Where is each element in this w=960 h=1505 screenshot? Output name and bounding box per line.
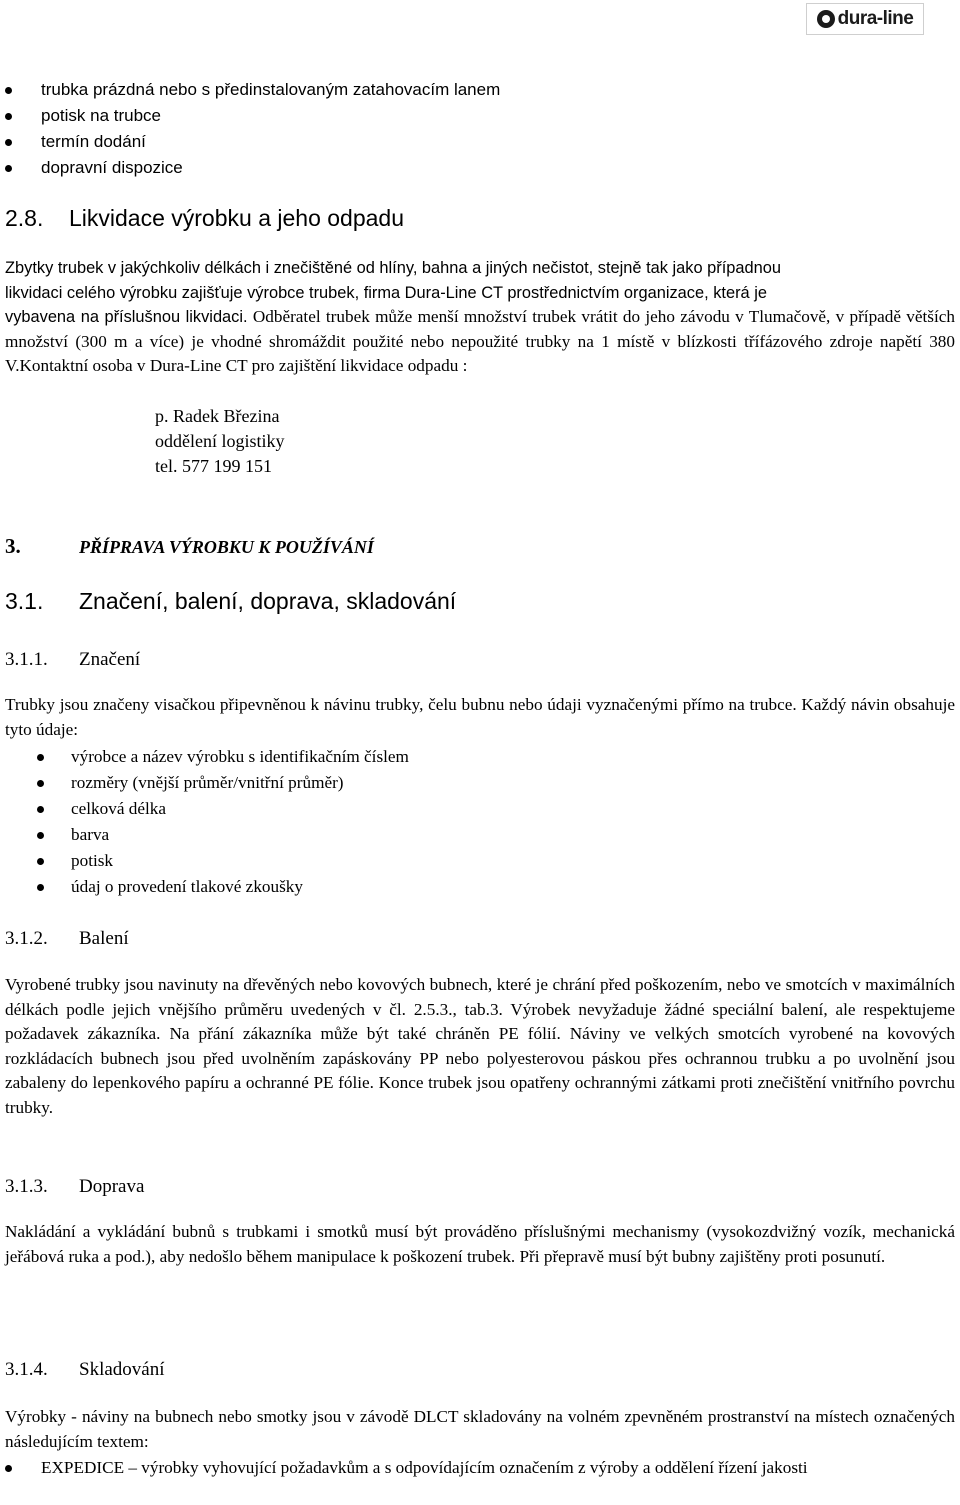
section-title: Skladování bbox=[79, 1359, 165, 1380]
list-item: EXPEDICE – výrobky vyhovující požadavkům a s odpovídajícím označením z výroby a oddělení řízení jakosti bbox=[41, 1458, 808, 1477]
section-2-8-paragraph-cont bbox=[5, 305, 955, 379]
section-title: Značení bbox=[79, 649, 141, 670]
section-3-1-2-paragraph: Vyrobené trubky jsou navinuty na dřevěných nebo kovových bubnech, které je chrání před poškozením, nebo ve smotcích v maximálních délkách podle jejich vnějšího průměru uvedených v čl. 2.5.3., tab.3. Výrobek nevyžaduje žádné speciální balení, ale respektujeme požadavek zákazníka. Na přání zákazníka může být také chráněn PE fólií. Náviny ve velkých smotcích vyrobené na kovových rozkládacích bubnech jsou před uvolněním zapáskovány PP nebo polyesterovou páskou přes ochrannou trubku a po uvolnění jsou zabaleny do lepenkového papíru a ochranné PE fólie. Konce trubek jsou opatřeny ochrannými zátkami proti znečištění vnitřního povrchu trubky. bbox=[5, 975, 955, 1117]
list-item: rozměry (vnější průměr/vnitřní průměr) bbox=[35, 770, 409, 796]
section-title: Likvidace výrobku a jeho odpadu bbox=[69, 205, 405, 231]
section-3-1-4-paragraph: Výrobky - náviny na bubnech nebo smotky jsou v závodě DLCT skladovány na volném zpevněném prostranství na místech označených následujícím textem: bbox=[5, 1407, 955, 1451]
list-item: dopravní dispozice bbox=[5, 155, 500, 181]
marking-bullet-list bbox=[35, 744, 409, 900]
paragraph-line: vybavena na příslušnou likvidaci. bbox=[5, 308, 248, 326]
section-number: 3.1.4. bbox=[5, 1359, 48, 1380]
list-item: potisk bbox=[35, 848, 409, 874]
list-item: potisk na trubce bbox=[5, 103, 500, 129]
section-title: Značení, balení, doprava, skladování bbox=[79, 588, 457, 614]
section-3-1-3-paragraph: Nakládání a vykládání bubnů s trubkami i smotků musí být prováděno příslušnými mechanismy (vysokozdvižný vozík, mechanická jeřábová ruka a pod.), aby nedošlo během manipulace k poškození trubek. Při přepravě musí být bubny zajištěny proti posunutí. bbox=[5, 1222, 955, 1266]
paragraph-line: likvidaci celého výrobku zajišťuje výrobce trubek, firma Dura-Line CT prostřednictvím organizace, která je bbox=[5, 283, 767, 302]
contact-phone: tel. 577 199 151 bbox=[155, 456, 272, 476]
list-item: termín dodání bbox=[5, 129, 500, 155]
paragraph-text: Odběratel trubek může menší množství trubek vrátit do jeho závodu v Tlumačově, v případě větších množství (300 m a více) je vhodné shromáždit použité nebo nepoužité trubky na 1 místě v blízkosti třífázového zdroje napětí 380 V.Kontaktní osoba v Dura-Line CT pro zajištění likvidace odpadu : bbox=[5, 307, 955, 375]
section-3-1-3-heading bbox=[5, 1176, 144, 1198]
section-number: 3. bbox=[5, 534, 21, 558]
list-item: výrobce a název výrobku s identifikačním číslem bbox=[35, 744, 409, 770]
section-number: 3.1.3. bbox=[5, 1176, 48, 1197]
list-item: celková délka bbox=[35, 796, 409, 822]
paragraph-line: Zbytky trubek v jakýchkoliv délkách i znečištěné od hlíny, bahna a jiných nečistot, stejně tak jako případnou bbox=[5, 259, 781, 277]
list-item: údaj o provedení tlakové zkoušky bbox=[35, 874, 409, 900]
section-3-1-1-heading bbox=[5, 649, 140, 671]
section-3-1-1-paragraph: Trubky jsou značeny visačkou připevněnou k návinu trubky, čelu bubnu nebo údaji vyznačenými přímo na trubce. Každý návin obsahuje tyto údaje: bbox=[5, 695, 955, 739]
top-bullet-list bbox=[5, 77, 500, 181]
section-title: Doprava bbox=[79, 1176, 145, 1197]
section-number: 3.1.2. bbox=[5, 928, 48, 949]
section-3-1-2-heading bbox=[5, 928, 129, 950]
section-3-1-heading bbox=[5, 588, 456, 615]
section-number: 2.8. bbox=[5, 205, 44, 231]
section-3-heading bbox=[5, 534, 374, 559]
dura-line-logo bbox=[806, 3, 924, 35]
section-2-8-heading bbox=[5, 205, 404, 232]
dura-line-logo-icon bbox=[817, 10, 835, 28]
list-item: barva bbox=[35, 822, 409, 848]
bullet-dot bbox=[5, 1465, 12, 1472]
contact-department: oddělení logistiky bbox=[155, 431, 285, 451]
section-number: 3.1. bbox=[5, 588, 44, 614]
section-3-1-4-heading bbox=[5, 1359, 165, 1381]
section-title: PŘÍPRAVA VÝROBKU K POUŽÍVÁNÍ bbox=[79, 537, 374, 557]
section-number: 3.1.1. bbox=[5, 649, 48, 670]
logo-text: dura-line bbox=[837, 8, 914, 29]
contact-name: p. Radek Březina bbox=[155, 406, 280, 426]
section-title: Balení bbox=[79, 928, 129, 949]
section-2-8-paragraph bbox=[5, 256, 955, 305]
list-item: trubka prázdná nebo s předinstalovaným zatahovacím lanem bbox=[5, 77, 500, 103]
storage-bullet bbox=[5, 1456, 945, 1481]
